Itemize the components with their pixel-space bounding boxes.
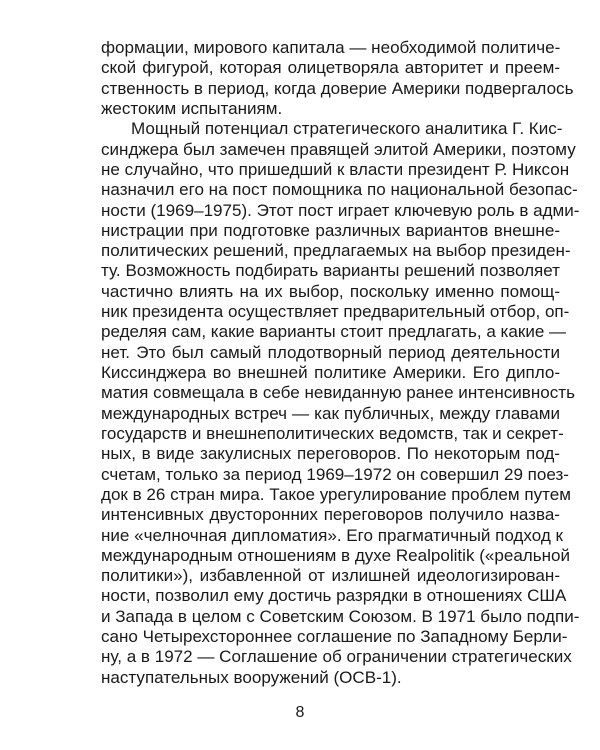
- text-line: ну, а в 1972 — Соглашение об ограничении стратегических: [101, 647, 572, 667]
- text-line: политики»), избавленной от излишней идеологизирован-: [101, 566, 560, 586]
- text-line: ской фигурой, которая олицетворяла авторитет и преем-: [101, 58, 560, 78]
- text-line: ник президента осуществляет предварительный отбор, оп-: [101, 302, 570, 322]
- text-line: частично влиять на их выбор, поскольку именно помощ-: [101, 281, 560, 301]
- text-line: Мощный потенциал стратегического аналитика Г. Кис-: [131, 119, 563, 139]
- text-line: синджера был замечен правящей элитой Америки, поэтому: [101, 139, 576, 159]
- text-line: формации, мирового капитала — необходимой политиче-: [101, 38, 561, 57]
- text-line: ту. Возможность подбирать варианты решений позволяет: [101, 261, 560, 281]
- page-number: 8: [295, 704, 305, 721]
- text-line: матия совмещала в себе невиданную ранее интенсивность: [101, 383, 575, 403]
- text-line: и Запада в целом с Советским Союзом. В 1971 было подпи-: [101, 606, 580, 626]
- text-line: док в 26 стран мира. Такое урегулирование проблем путем: [101, 484, 571, 504]
- text-line: ности, позволил ему достичь разрядки в отношениях США: [101, 586, 567, 606]
- text-line: ределяя сам, какие варианты стоит предлагать, а какие —: [101, 322, 567, 342]
- text-line: ных, в виде закулисных переговоров. По некоторым под-: [101, 444, 560, 464]
- text-line: счетам, только за период 1969–1972 он совершил 29 поез-: [101, 464, 569, 484]
- text-line: ности (1969–1975). Этот пост играет ключевую роль в адми-: [101, 200, 580, 220]
- text-line: международным отношениям в духе Realpolitik («реальной: [101, 545, 571, 565]
- text-line: наступательных вооружений (ОСВ-1).: [101, 667, 402, 687]
- text-line: назначил его на пост помощника по национальной безопас-: [101, 180, 578, 200]
- text-line: государств и внешнеполитических ведомств, так и секрет-: [101, 423, 564, 443]
- text-line: сано Четырехстороннее соглашение по Западному Берли-: [101, 627, 568, 647]
- text-line: ственность в период, когда доверие Америки подвергалось: [101, 78, 574, 98]
- text-line: нистрации при подготовке различных вариантов внешне-: [101, 220, 560, 240]
- text-line: нет. Это был самый плодотворный период деятельности: [101, 342, 560, 362]
- text-line: жестоким испытаниям.: [101, 98, 283, 118]
- text-line: Киссинджера во внешней политике Америки. Его дипло-: [101, 363, 560, 382]
- text-line: интенсивных двусторонних переговоров получило назва-: [101, 505, 560, 525]
- text-line: политических решений, предлагаемых на выбор президен-: [101, 241, 571, 261]
- text-line: международных встреч — как публичных, между главами: [101, 403, 560, 423]
- text-line: ние «челночная дипломатия». Его прагматичный подход к: [101, 525, 563, 545]
- text-line: не случайно, что пришедший к власти президент Р. Никсон: [101, 159, 570, 179]
